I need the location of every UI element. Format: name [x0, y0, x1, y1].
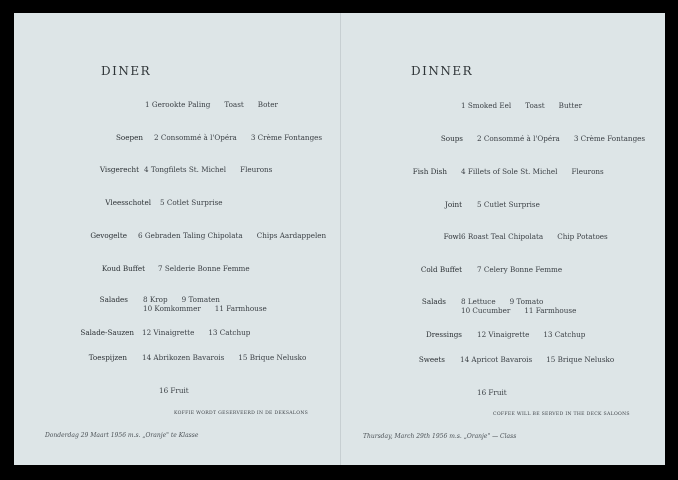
dish: 5 Cutlet Surprise: [477, 200, 540, 209]
menu-title: DINNER: [411, 64, 474, 78]
course-label: Fish Dish: [412, 167, 447, 176]
menu-title: DINER: [101, 64, 152, 78]
dish: Chip Potatoes: [557, 232, 608, 241]
dish: 13 Catchup: [543, 330, 586, 339]
dish: 10 Cucumber: [461, 306, 511, 315]
dish: 15 Brique Nelusko: [238, 353, 307, 362]
course-label: Sweets: [418, 355, 445, 364]
dish: 5 Cotlet Surprise: [160, 198, 223, 207]
dish: 12 Vinaigrette: [142, 328, 195, 337]
dish: Toast: [525, 101, 545, 110]
dish: 9 Tomato: [509, 297, 544, 306]
dish: Toast: [224, 100, 244, 109]
menu-page-english: [341, 13, 665, 465]
course-label: Vleesschotel: [105, 198, 151, 207]
dish: 3 Crème Fontanges: [250, 133, 323, 142]
course-label: Visgerecht: [99, 165, 139, 174]
dish: 4 Fillets of Sole St. Michel: [461, 167, 558, 176]
dish: Boter: [257, 100, 278, 109]
dish: 3 Crème Fontanges: [573, 134, 646, 143]
dish: 14 Apricot Bavarois: [460, 355, 533, 364]
dish: 13 Catchup: [208, 328, 251, 337]
dish: 11 Farmhouse: [524, 306, 577, 315]
dish: 15 Brique Nelusko: [546, 355, 615, 364]
dish: 2 Consommé à l'Opéra: [154, 133, 237, 142]
course-label: Joint: [444, 200, 462, 209]
date-line: Thursday, March 29th 1956 m.s. „Oranje" — Class: [363, 433, 517, 440]
course-label: Cold Buffet: [420, 265, 462, 274]
dish: 16 Fruit: [477, 388, 507, 397]
dish-line: [143, 304, 281, 313]
dish-line: [461, 306, 590, 315]
dish: 7 Selderie Bonne Femme: [158, 264, 250, 273]
dish: 12 Vinaigrette: [477, 330, 530, 339]
dish-line: [461, 297, 590, 306]
course-label: Fowl: [443, 232, 461, 241]
menu-page-dutch: [14, 13, 340, 465]
dish: Chips Aardappelen: [256, 231, 327, 240]
dish: Fleurons: [571, 167, 604, 176]
coffee-note: COFFEE WILL BE SERVED IN THE DECK SALOONS: [493, 412, 630, 417]
dish: 2 Consommé à l'Opéra: [477, 134, 560, 143]
dish: Fleurons: [240, 165, 273, 174]
dish: 7 Celery Bonne Femme: [477, 265, 563, 274]
dish: 1 Gerookte Paling: [145, 100, 211, 109]
dish-line: [143, 295, 281, 304]
dish: 6 Roast Teal Chipolata: [461, 232, 544, 241]
course-label: Salade-Sauzen: [80, 328, 134, 337]
dish: 6 Gebraden Taling Chipolata: [138, 231, 243, 240]
coffee-note: KOFFIE WORDT GESERVEERD IN DE DEKSALONS: [174, 411, 309, 416]
dish: 9 Tomaten: [181, 295, 220, 304]
course-label: Dressings: [425, 330, 462, 339]
course-label: Soups: [440, 134, 463, 143]
course-label: Salades: [99, 295, 128, 304]
dish: 1 Smoked Eel: [461, 101, 512, 110]
dish: 14 Abrikozen Bavarois: [142, 353, 225, 362]
course-label: Salads: [421, 297, 446, 306]
date-line: Donderdag 29 Maart 1956 m.s. „Oranje" te Klasse: [45, 432, 199, 439]
dish: 11 Farmhouse: [214, 304, 267, 313]
course-label: Toespijzen: [88, 353, 127, 362]
dish: Butter: [558, 101, 583, 110]
course-label: Gevogelte: [90, 231, 127, 240]
dish: 10 Komkommer: [143, 304, 201, 313]
course-label: Koud Buffet: [101, 264, 145, 273]
dish: 4 Tongfilets St. Michel: [144, 165, 227, 174]
dish: 8 Lettuce: [461, 297, 496, 306]
dish: 16 Fruit: [159, 386, 189, 395]
dish: 8 Krop: [143, 295, 168, 304]
course-label: Soepen: [116, 133, 143, 142]
